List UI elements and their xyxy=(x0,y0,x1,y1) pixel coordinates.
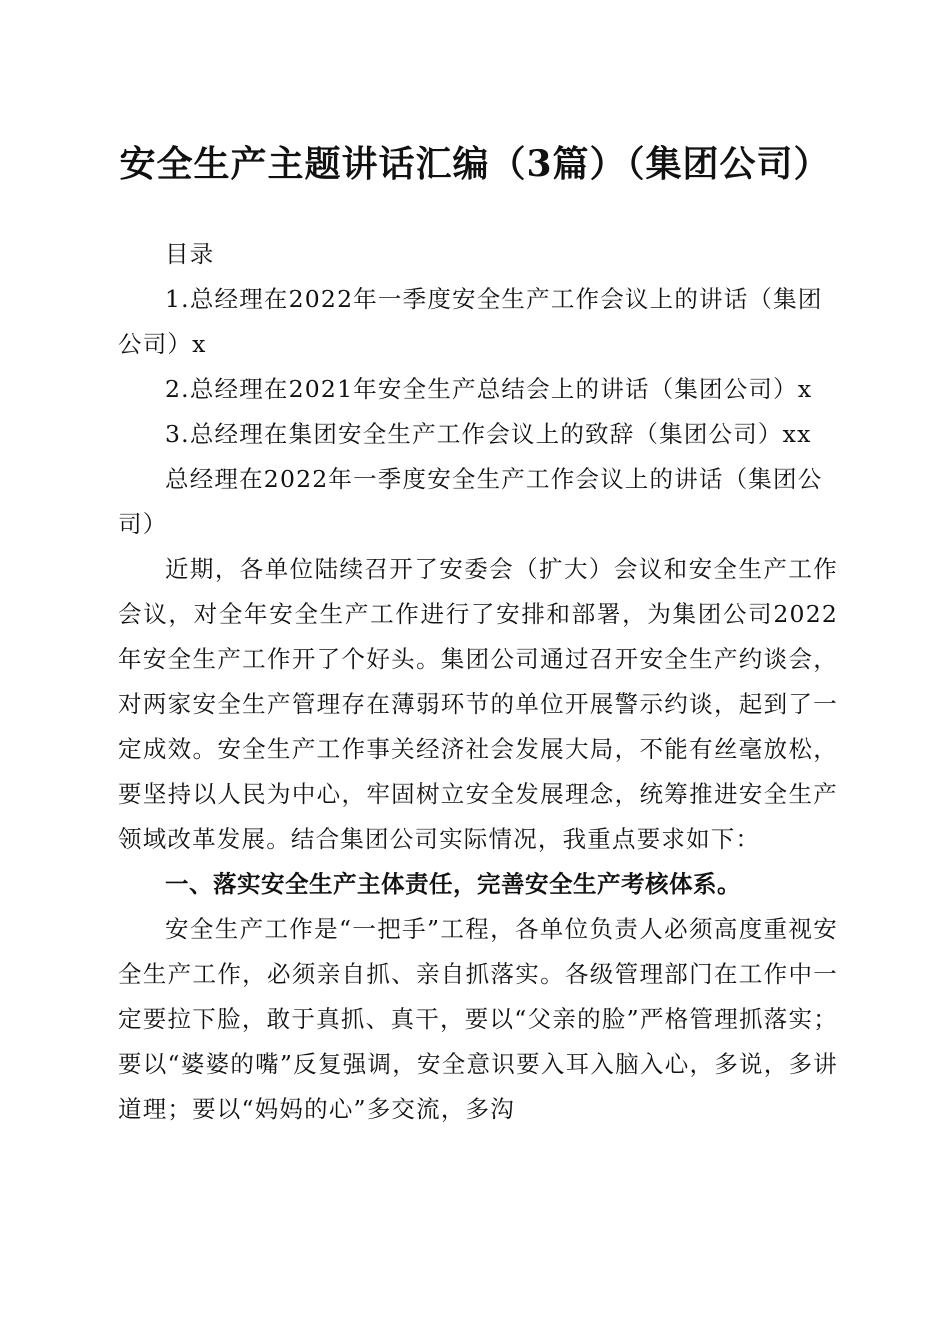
document-body xyxy=(118,232,838,1132)
speech-title: 总经理在2022年一季度安全生产工作会议上的讲话（集团公司） xyxy=(118,465,823,538)
toc-item-1: 1.总经理在2022年一季度安全生产工作会议上的讲话（集团公司）x xyxy=(118,285,823,358)
body-paragraph-1: 近期，各单位陆续召开了安委会（扩大）会议和安全生产工作会议，对全年安全生产工作进行了安排和部署，为集团公司2022年安全生产工作开了个好头。集团公司通过召开安全生产约谈会，对两家安全生产管理存在薄弱环节的单位开展警示约谈，起到了一定成效。安全生产工作事关经济社会发展大局，不能有丝毫放松，要坚持以人民为中心，牢固树立安全发展理念，统筹推进安全生产领域改革发展。结合集团公司实际情况，我重点要求如下： xyxy=(118,555,838,853)
toc-item-3: 3.总经理在集团安全生产工作会议上的致辞（集团公司）xx xyxy=(165,420,812,448)
document-title: 安全生产主题讲话汇编（3篇）（集团公司） xyxy=(119,143,831,185)
section-heading-1: 一、落实安全生产主体责任，完善安全生产考核体系。 xyxy=(165,870,741,898)
toc-item-2: 2.总经理在2021年安全生产总结会上的讲话（集团公司）x xyxy=(165,375,813,403)
body-paragraph-2: 安全生产工作是“一把手”工程，各单位负责人必须高度重视安全生产工作，必须亲自抓、亲自抓落实。各级管理部门在工作中一定要拉下脸，敢于真抓、真干，要以“父亲的脸”严格管理抓落实；要以“婆婆的嘴”反复强调，安全意识要入耳入脑入心，多说，多讲道理；要以“妈妈的心”多交流，多沟 xyxy=(118,915,838,1123)
toc-heading: 目录 xyxy=(165,240,215,268)
